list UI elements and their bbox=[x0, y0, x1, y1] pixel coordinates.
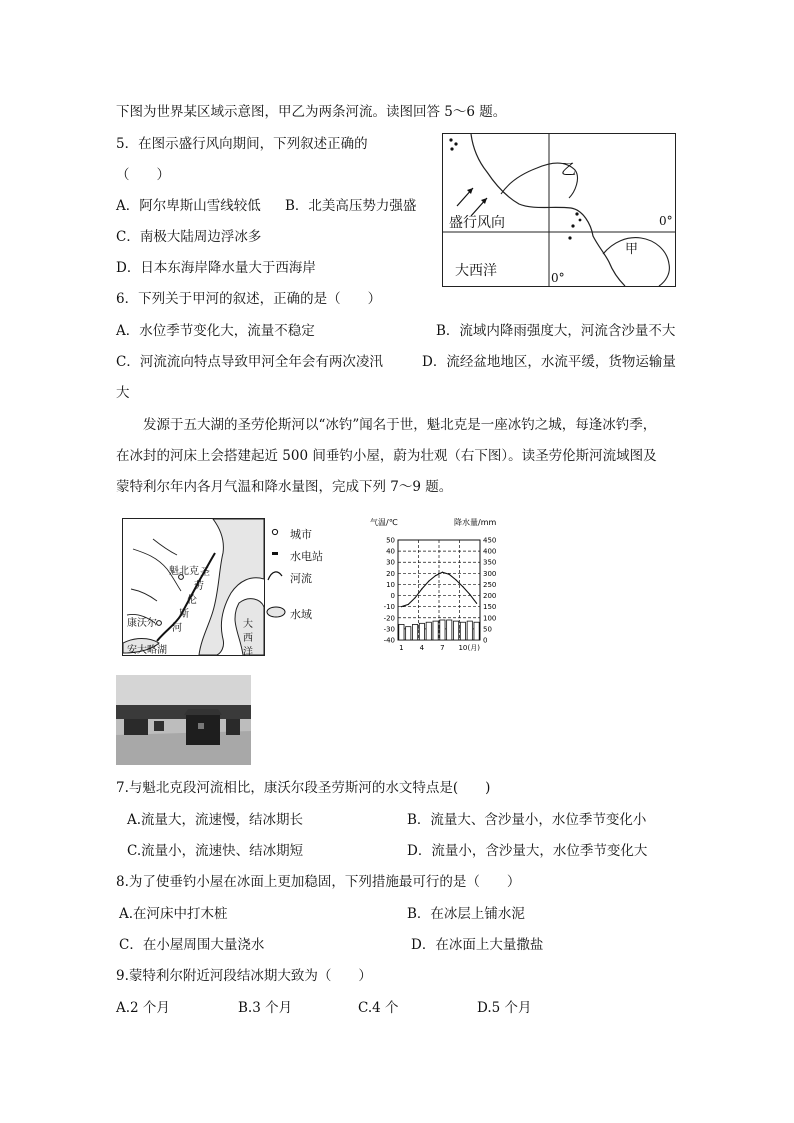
left-tick-label: 0 bbox=[390, 592, 395, 601]
precip-bar-3 bbox=[412, 624, 417, 640]
intro-q7-9-line2: 在冰封的河床上会搭建起近 500 间垂钓小屋，蔚为壮观（右下图）。读圣劳伦斯河流域图及 bbox=[116, 448, 657, 464]
right-tick-label: 50 bbox=[483, 625, 492, 634]
ocean-char-1: 大 bbox=[243, 619, 253, 630]
q9-option-a: A.2 个月 bbox=[116, 1000, 170, 1016]
temperature-point-2 bbox=[408, 604, 409, 605]
temperature-point-12 bbox=[476, 603, 477, 604]
map1-label-wind: 盛行风向 bbox=[449, 215, 505, 231]
right-tick-label: 200 bbox=[483, 592, 497, 601]
temperature-point-6 bbox=[435, 575, 436, 576]
precip-bar-10 bbox=[460, 622, 465, 640]
q6-option-c: C．河流流向特点导致甲河全年会有两次凌汛 bbox=[116, 354, 383, 370]
intro-q5-6: 下图为世界某区域示意图，甲乙为两条河流。读图回答 5～6 题。 bbox=[116, 104, 507, 120]
x-tick-label: 4 bbox=[419, 644, 425, 652]
q6-option-d-cont: 大 bbox=[116, 385, 130, 401]
q5-option-a: A．阿尔卑斯山雪线较低 bbox=[116, 198, 261, 214]
precip-bar-6 bbox=[433, 621, 438, 640]
river-char-3: 伦 bbox=[187, 595, 197, 606]
left-tick-label: -20 bbox=[383, 614, 395, 623]
q6-option-d: D．流经盆地地区，水流平缓，货物运输量 bbox=[422, 354, 676, 370]
temperature-point-11 bbox=[469, 594, 470, 595]
left-tick-label: 20 bbox=[386, 569, 395, 578]
map1-label-equator: 0° bbox=[659, 214, 673, 228]
right-tick-label: 150 bbox=[483, 603, 497, 612]
precip-bar-4 bbox=[419, 623, 424, 640]
temperature-point-7 bbox=[442, 572, 443, 573]
x-unit-label: (月) bbox=[467, 644, 480, 652]
q8-option-b: B．在冰层上铺水泥 bbox=[407, 906, 525, 922]
left-tick-label: 30 bbox=[386, 558, 395, 567]
q5-stem: 5．在图示盛行风向期间，下列叙述正确的 bbox=[116, 136, 368, 152]
temperature-point-5 bbox=[428, 581, 429, 582]
precip-bar-8 bbox=[447, 620, 452, 640]
legend-river-symbol bbox=[268, 572, 282, 580]
left-tick-label: 40 bbox=[386, 547, 395, 556]
left-tick-label: -40 bbox=[383, 636, 395, 645]
q6-option-b: B．流域内降雨强度大，河流含沙量不大 bbox=[436, 323, 676, 339]
label-quebec: 魁北克 bbox=[169, 566, 199, 577]
legend-dam: 水电站 bbox=[290, 550, 323, 563]
q5-option-c: C．南极大陆周边浮冰多 bbox=[116, 229, 262, 245]
intro-q7-9-line1: 发源于五大湖的圣劳伦斯河以“冰钓”闻名于世，魁北克是一座冰钓之城，每逢冰钓季， bbox=[143, 417, 657, 433]
right-tick-label: 400 bbox=[483, 547, 497, 556]
map2-legend bbox=[266, 526, 336, 626]
st-lawrence-map bbox=[122, 518, 265, 656]
right-tick-label: 300 bbox=[483, 569, 497, 578]
q9-option-b: B.3 个月 bbox=[238, 1000, 293, 1016]
legend-water-symbol bbox=[267, 607, 285, 617]
q6-stem: 6．下列关于甲河的叙述，正确的是（ ） bbox=[116, 291, 382, 307]
climate-chart bbox=[368, 516, 508, 658]
q7-option-b: B．流量大、含沙量小，水位季节变化小 bbox=[407, 812, 647, 828]
legend-river: 河流 bbox=[290, 572, 312, 585]
q7-option-d: D．流量小，含沙量大，水位季节变化大 bbox=[407, 843, 648, 859]
legend-water: 水域 bbox=[290, 608, 312, 621]
q8-stem: 8.为了使垂钓小屋在冰面上更加稳固，下列措施最可行的是（ ） bbox=[116, 874, 521, 890]
q9-option-d: D.5 个月 bbox=[477, 1000, 532, 1016]
world-region-map bbox=[442, 133, 676, 287]
map1-label-jia: 甲 bbox=[625, 242, 639, 257]
q9-stem: 9.蒙特利尔附近河段结冰期大致为（ ） bbox=[116, 968, 372, 984]
q6-option-a: A．水位季节变化大，流量不稳定 bbox=[116, 323, 315, 339]
precip-bar-7 bbox=[440, 620, 445, 640]
precip-bar-1 bbox=[399, 624, 404, 640]
precip-bar-2 bbox=[406, 627, 411, 640]
intro-q7-9-line3: 蒙特利尔年内各月气温和降水量图，完成下列 7～9 题。 bbox=[116, 479, 453, 495]
temperature-point-3 bbox=[414, 597, 415, 598]
q8-option-c: C．在小屋周围大量浇水 bbox=[119, 937, 265, 953]
temperature-point-4 bbox=[421, 588, 422, 589]
precip-bar-12 bbox=[474, 622, 479, 640]
q8-option-a: A.在河床中打木桩 bbox=[119, 906, 228, 922]
chart-ylabel-right: 降水量/mm bbox=[454, 518, 497, 527]
map1-label-meridian: 0° bbox=[551, 271, 565, 285]
precip-bar-9 bbox=[453, 621, 458, 640]
ocean-char-2: 西 bbox=[243, 633, 253, 644]
river-char-4: 斯 bbox=[179, 609, 189, 620]
left-tick-label: -30 bbox=[383, 625, 395, 634]
legend-city-symbol bbox=[272, 529, 277, 534]
q7-stem: 7.与魁北克段河流相比，康沃尔段圣劳斯河的水文特点是( ) bbox=[116, 780, 491, 796]
map1-label-yi: 乙 bbox=[561, 160, 577, 178]
q7-option-c: C.流量小，流速快、结冰期短 bbox=[127, 843, 304, 859]
river-char-5: 河 bbox=[172, 623, 182, 634]
temperature-point-1 bbox=[401, 606, 402, 607]
river-char-2: 劳 bbox=[194, 581, 204, 592]
temperature-point-9 bbox=[455, 579, 456, 580]
precip-bar-5 bbox=[426, 622, 431, 640]
legend-city: 城市 bbox=[290, 528, 312, 541]
q9-option-c: C.4 个 bbox=[358, 1000, 399, 1016]
temperature-point-8 bbox=[449, 574, 450, 575]
right-tick-label: 250 bbox=[483, 580, 497, 589]
map1-label-ocean: 大西洋 bbox=[455, 263, 497, 279]
label-kingston: 康沃尔 bbox=[127, 618, 157, 629]
precip-bar-11 bbox=[467, 621, 472, 640]
q5-option-b: B．北美高压势力强盛 bbox=[285, 198, 417, 214]
x-tick-label: 7 bbox=[440, 644, 445, 652]
right-tick-label: 100 bbox=[483, 614, 497, 623]
temperature-point-10 bbox=[462, 586, 463, 587]
q7-option-a: A.流量大，流速慢，结冰期长 bbox=[127, 812, 304, 828]
q8-option-d: D．在冰面上大量撒盐 bbox=[411, 937, 544, 953]
right-tick-label: 450 bbox=[483, 536, 497, 545]
river-char-1: 圣 bbox=[200, 567, 210, 578]
label-ontario: 安大略湖 bbox=[127, 645, 167, 656]
right-tick-label: 0 bbox=[483, 636, 488, 645]
left-tick-label: 10 bbox=[386, 580, 395, 589]
ocean-char-3: 洋 bbox=[243, 647, 253, 658]
left-tick-label: 50 bbox=[386, 536, 395, 545]
chart-ylabel-left: 气温/℃ bbox=[370, 518, 398, 527]
q5-paren: （ ） bbox=[116, 167, 170, 183]
right-tick-label: 350 bbox=[483, 558, 497, 567]
x-tick-label: 1 bbox=[399, 644, 404, 652]
x-tick-label: 10 bbox=[458, 644, 468, 652]
q5-option-d: D．日本东海岸降水量大于西海岸 bbox=[116, 260, 316, 276]
city-kingston bbox=[157, 621, 162, 626]
ice-fishing-photo bbox=[116, 675, 251, 765]
legend-dam-symbol bbox=[272, 552, 278, 555]
left-tick-label: -10 bbox=[383, 603, 395, 612]
